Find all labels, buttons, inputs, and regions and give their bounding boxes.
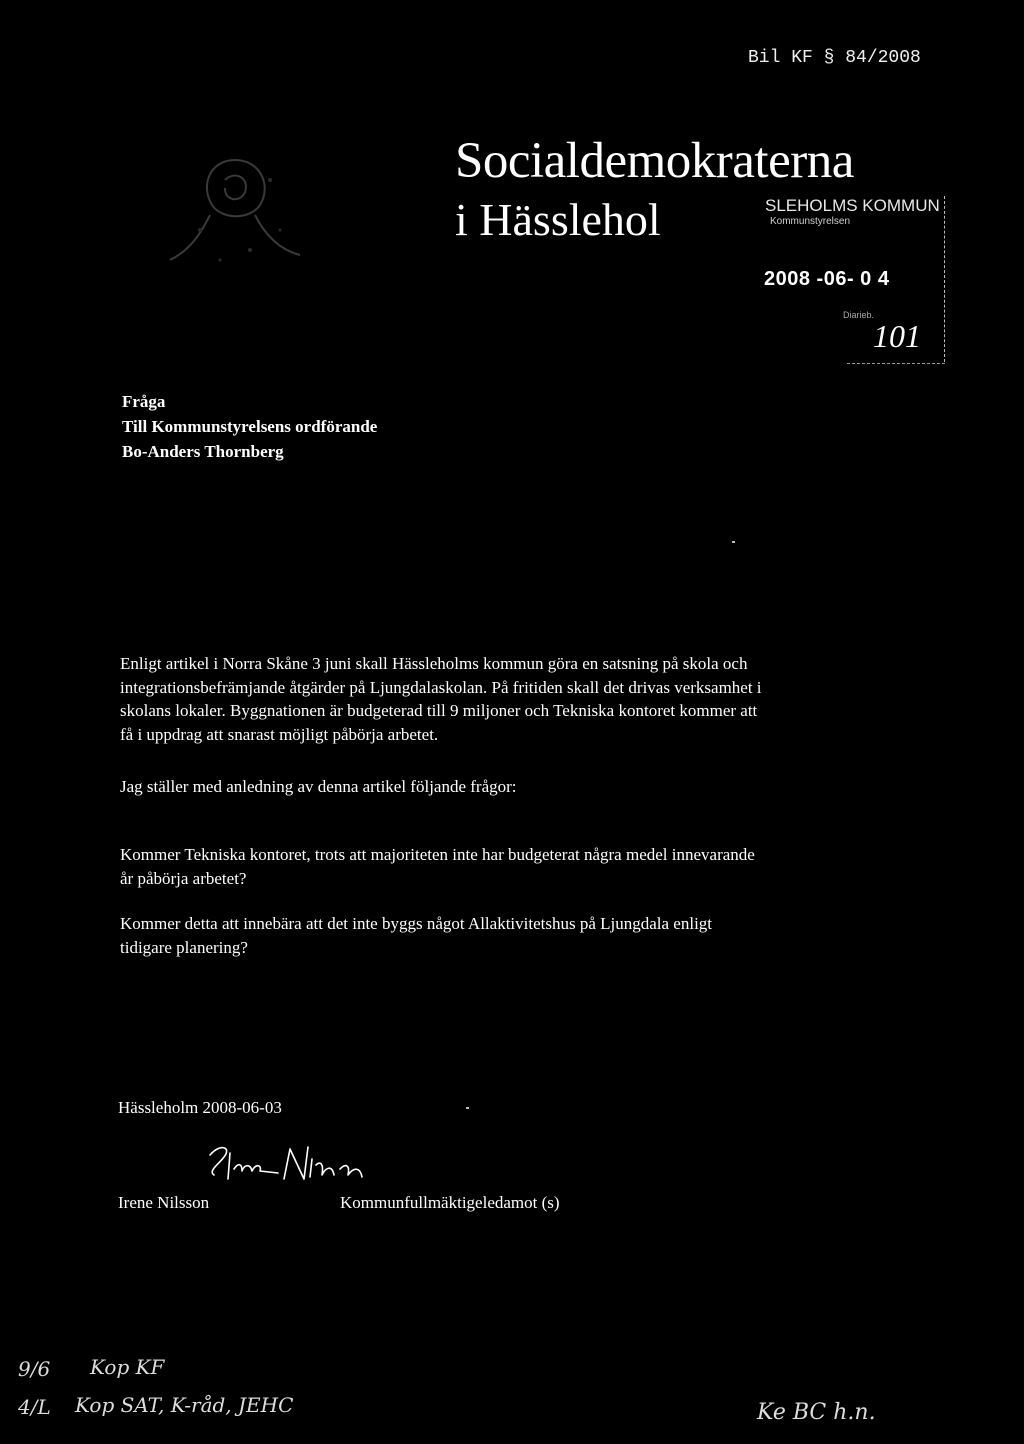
- signer-name: Irene Nilsson: [118, 1193, 210, 1212]
- signer-role: Kommunfullmäktigeledamot (s): [340, 1193, 560, 1212]
- text-line: Kommer detta att innebära att det inte byggs något Allaktivitetshus på Ljungdala enligt: [120, 914, 713, 933]
- document-reference: Bil KF § 84/2008: [748, 48, 921, 68]
- stamp-department: Kommunstyrelsen: [770, 216, 851, 227]
- text-line: år påbörja arbetet?: [120, 868, 247, 888]
- stamp-date: 2008 -06- 0 4: [764, 268, 890, 290]
- text-line: tidigare planering?: [120, 937, 248, 957]
- handwritten-note: Kop SAT, K-råd, JEHC: [75, 1393, 294, 1417]
- text-line: skolans lokaler. Byggnationen är budgeterad till 9 miljoner och Tekniska kontoret kommer att: [120, 701, 758, 720]
- organization-name-line2: i Hässlehol: [455, 194, 661, 245]
- speck: [732, 541, 735, 543]
- body-paragraph: [120, 652, 762, 746]
- handwritten-note: Kop KF: [90, 1355, 165, 1379]
- handwritten-initials: Ke BC h.n.: [757, 1400, 876, 1425]
- stamp-diary-label: Diarieb.: [843, 310, 875, 320]
- text-line: Kommer Tekniska kontoret, trots att majoriteten inte har budgeterat några medel innevarande: [120, 845, 755, 864]
- text-line: Enligt artikel i Norra Skåne 3 juni skall Hässleholms kommun göra en satsning på skola och: [120, 654, 748, 673]
- place-and-date: Hässleholm 2008-06-03: [118, 1098, 282, 1117]
- stamp-border: [944, 196, 945, 362]
- handwritten-note-date: 9/6: [18, 1357, 51, 1381]
- text-line: integrationsbefrämjande åtgärder på Ljungdalaskolan. På fritiden skall det drivas verksamhet i: [120, 677, 762, 697]
- party-logo-icon: [140, 120, 330, 290]
- question-1: [120, 843, 755, 890]
- addressee-name: Bo-Anders Thornberg: [122, 442, 284, 461]
- stamp-border: [847, 363, 945, 364]
- stamp-diary-number: 101: [873, 318, 921, 354]
- question-2: [120, 912, 712, 959]
- received-stamp: [765, 194, 945, 366]
- organization-name-line1: Socialdemokraterna: [455, 133, 854, 189]
- speck: [466, 1107, 469, 1109]
- intro-sentence: Jag ställer med anledning av denna artikel följande frågor:: [120, 777, 517, 796]
- question-addressee: Till Kommunstyrelsens ordförande: [122, 417, 378, 436]
- handwritten-note-date: 4/L: [18, 1395, 51, 1419]
- handwritten-signature: [200, 1135, 380, 1195]
- stamp-municipality: SLEHOLMS KOMMUN: [765, 196, 940, 215]
- question-label: Fråga: [122, 392, 166, 411]
- text-line: få i uppdrag att snarast möjligt påbörja arbetet.: [120, 724, 439, 744]
